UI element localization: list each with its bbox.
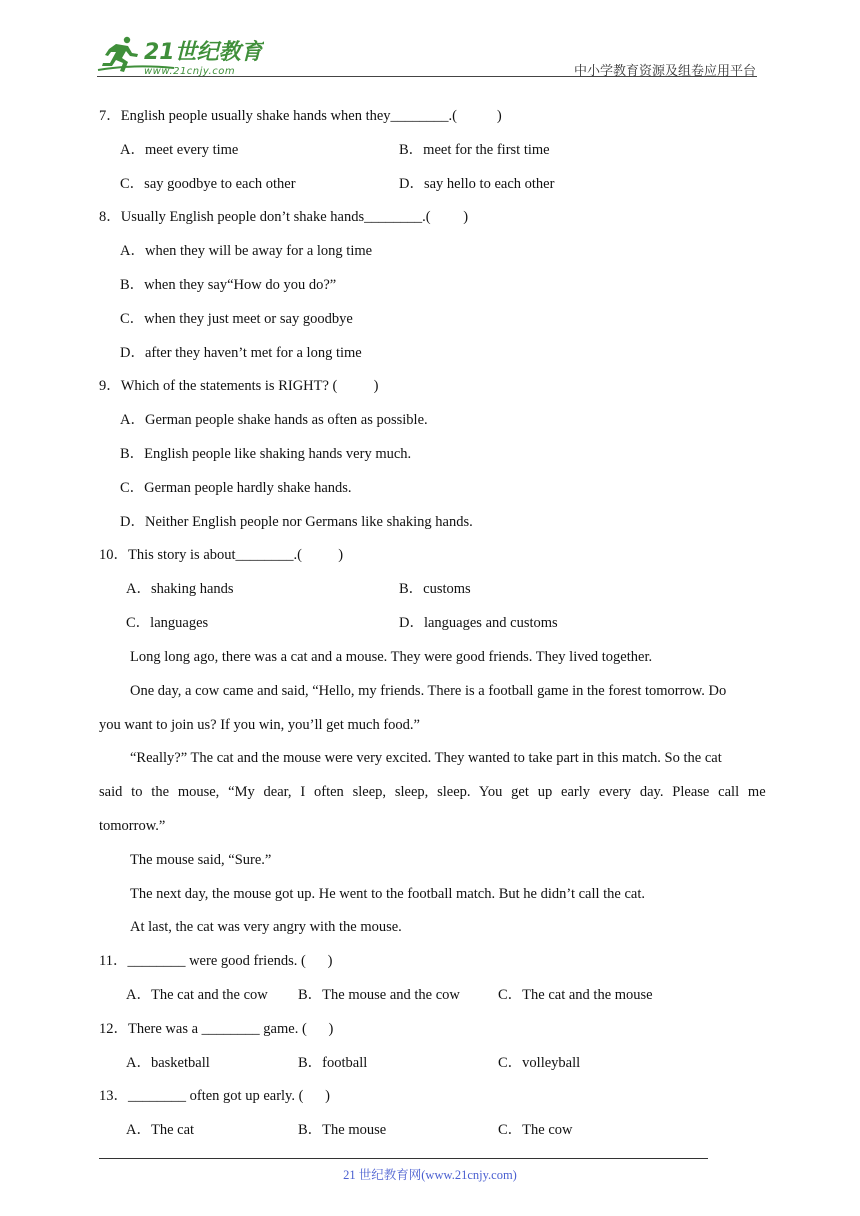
header-divider	[97, 76, 757, 77]
question-11-stem: 11．________ were good friends. ( )	[99, 953, 333, 969]
header-platform-title: 中小学教育资源及组卷应用平台	[573, 64, 756, 79]
footer-source-link[interactable]: 21 世纪教育网(www.21cnjy.com)	[343, 1168, 517, 1182]
passage-paragraph-6: At last, the cat was very angry with the mouse.	[130, 919, 402, 935]
passage-paragraph-5: The next day, the mouse got up. He went to the football match. But he didn’t call the cat.	[130, 886, 646, 902]
question-10-option-c[interactable]: C．languages	[126, 615, 209, 631]
site-logo	[94, 34, 264, 78]
question-7-option-d[interactable]: D．say hello to each other	[399, 176, 555, 192]
passage-paragraph-2-line-1: One day, a cow came and said, “Hello, my friends. There is a football game in the forest tomorrow. Do	[130, 683, 727, 699]
question-7-stem: 7．English people usually shake hands when they________.( )	[99, 108, 502, 124]
question-12-option-b[interactable]: B．football	[298, 1055, 368, 1071]
passage-paragraph-3-line-2: said to the mouse, “My dear, I often sleep, sleep, sleep. You get up early every day. Please call me	[99, 784, 766, 800]
question-9-stem: 9．Which of the statements is RIGHT? ( )	[99, 378, 379, 394]
question-8-stem: 8．Usually English people don’t shake hands________.( )	[99, 209, 469, 225]
svg-text:www.21cnjy.com: www.21cnjy.com	[144, 66, 236, 77]
question-10-option-d[interactable]: D．languages and customs	[399, 615, 558, 631]
passage-paragraph-3-line-1: “Really?” The cat and the mouse were very excited. They wanted to take part in this match. So the cat	[130, 750, 722, 766]
passage-paragraph-2-line-2: you want to join us? If you win, you’ll get much food.”	[99, 717, 420, 733]
question-11-option-a[interactable]: A．The cat and the cow	[126, 987, 268, 1003]
question-8-option-d[interactable]: D．after they haven’t met for a long time	[120, 345, 362, 361]
question-7-option-b[interactable]: B．meet for the first time	[399, 142, 550, 158]
question-8-option-b[interactable]: B．when they say“How do you do?”	[120, 277, 337, 293]
question-12-option-c[interactable]: C．volleyball	[498, 1055, 581, 1071]
question-13-option-c[interactable]: C．The cow	[498, 1122, 573, 1138]
question-8-option-a[interactable]: A．when they will be away for a long time	[120, 243, 373, 259]
footer-divider	[99, 1158, 708, 1159]
question-9-option-b[interactable]: B．English people like shaking hands very much.	[120, 446, 412, 462]
question-12-option-a[interactable]: A．basketball	[126, 1055, 210, 1071]
question-10-stem: 10．This story is about________.( )	[99, 547, 344, 563]
question-10-option-a[interactable]: A．shaking hands	[126, 581, 234, 597]
question-7-option-c[interactable]: C．say goodbye to each other	[120, 176, 296, 192]
question-7-option-a[interactable]: A．meet every time	[120, 142, 239, 158]
question-11-option-c[interactable]: C．The cat and the mouse	[498, 987, 653, 1003]
question-9-option-d[interactable]: D．Neither English people nor Germans like shaking hands.	[120, 514, 473, 530]
passage-paragraph-3-line-3: tomorrow.”	[99, 818, 166, 834]
page-header	[0, 0, 860, 80]
question-11-option-b[interactable]: B．The mouse and the cow	[298, 987, 460, 1003]
question-13-stem: 13．________ often got up early. ( )	[99, 1088, 331, 1104]
question-8-option-c[interactable]: C．when they just meet or say goodbye	[120, 311, 353, 327]
question-9-option-a[interactable]: A．German people shake hands as often as possible.	[120, 412, 428, 428]
question-12-stem: 12．There was a ________ game. ( )	[99, 1021, 334, 1037]
question-9-option-c[interactable]: C．German people hardly shake hands.	[120, 480, 352, 496]
passage-paragraph-4: The mouse said, “Sure.”	[130, 852, 272, 868]
question-13-option-b[interactable]: B．The mouse	[298, 1122, 387, 1138]
question-10-option-b[interactable]: B．customs	[399, 581, 471, 597]
svg-text:21世纪教育: 21世纪教育	[144, 40, 263, 65]
question-13-option-a[interactable]: A．The cat	[126, 1122, 195, 1138]
passage-paragraph-1: Long long ago, there was a cat and a mouse. They were good friends. They lived together.	[130, 649, 653, 665]
